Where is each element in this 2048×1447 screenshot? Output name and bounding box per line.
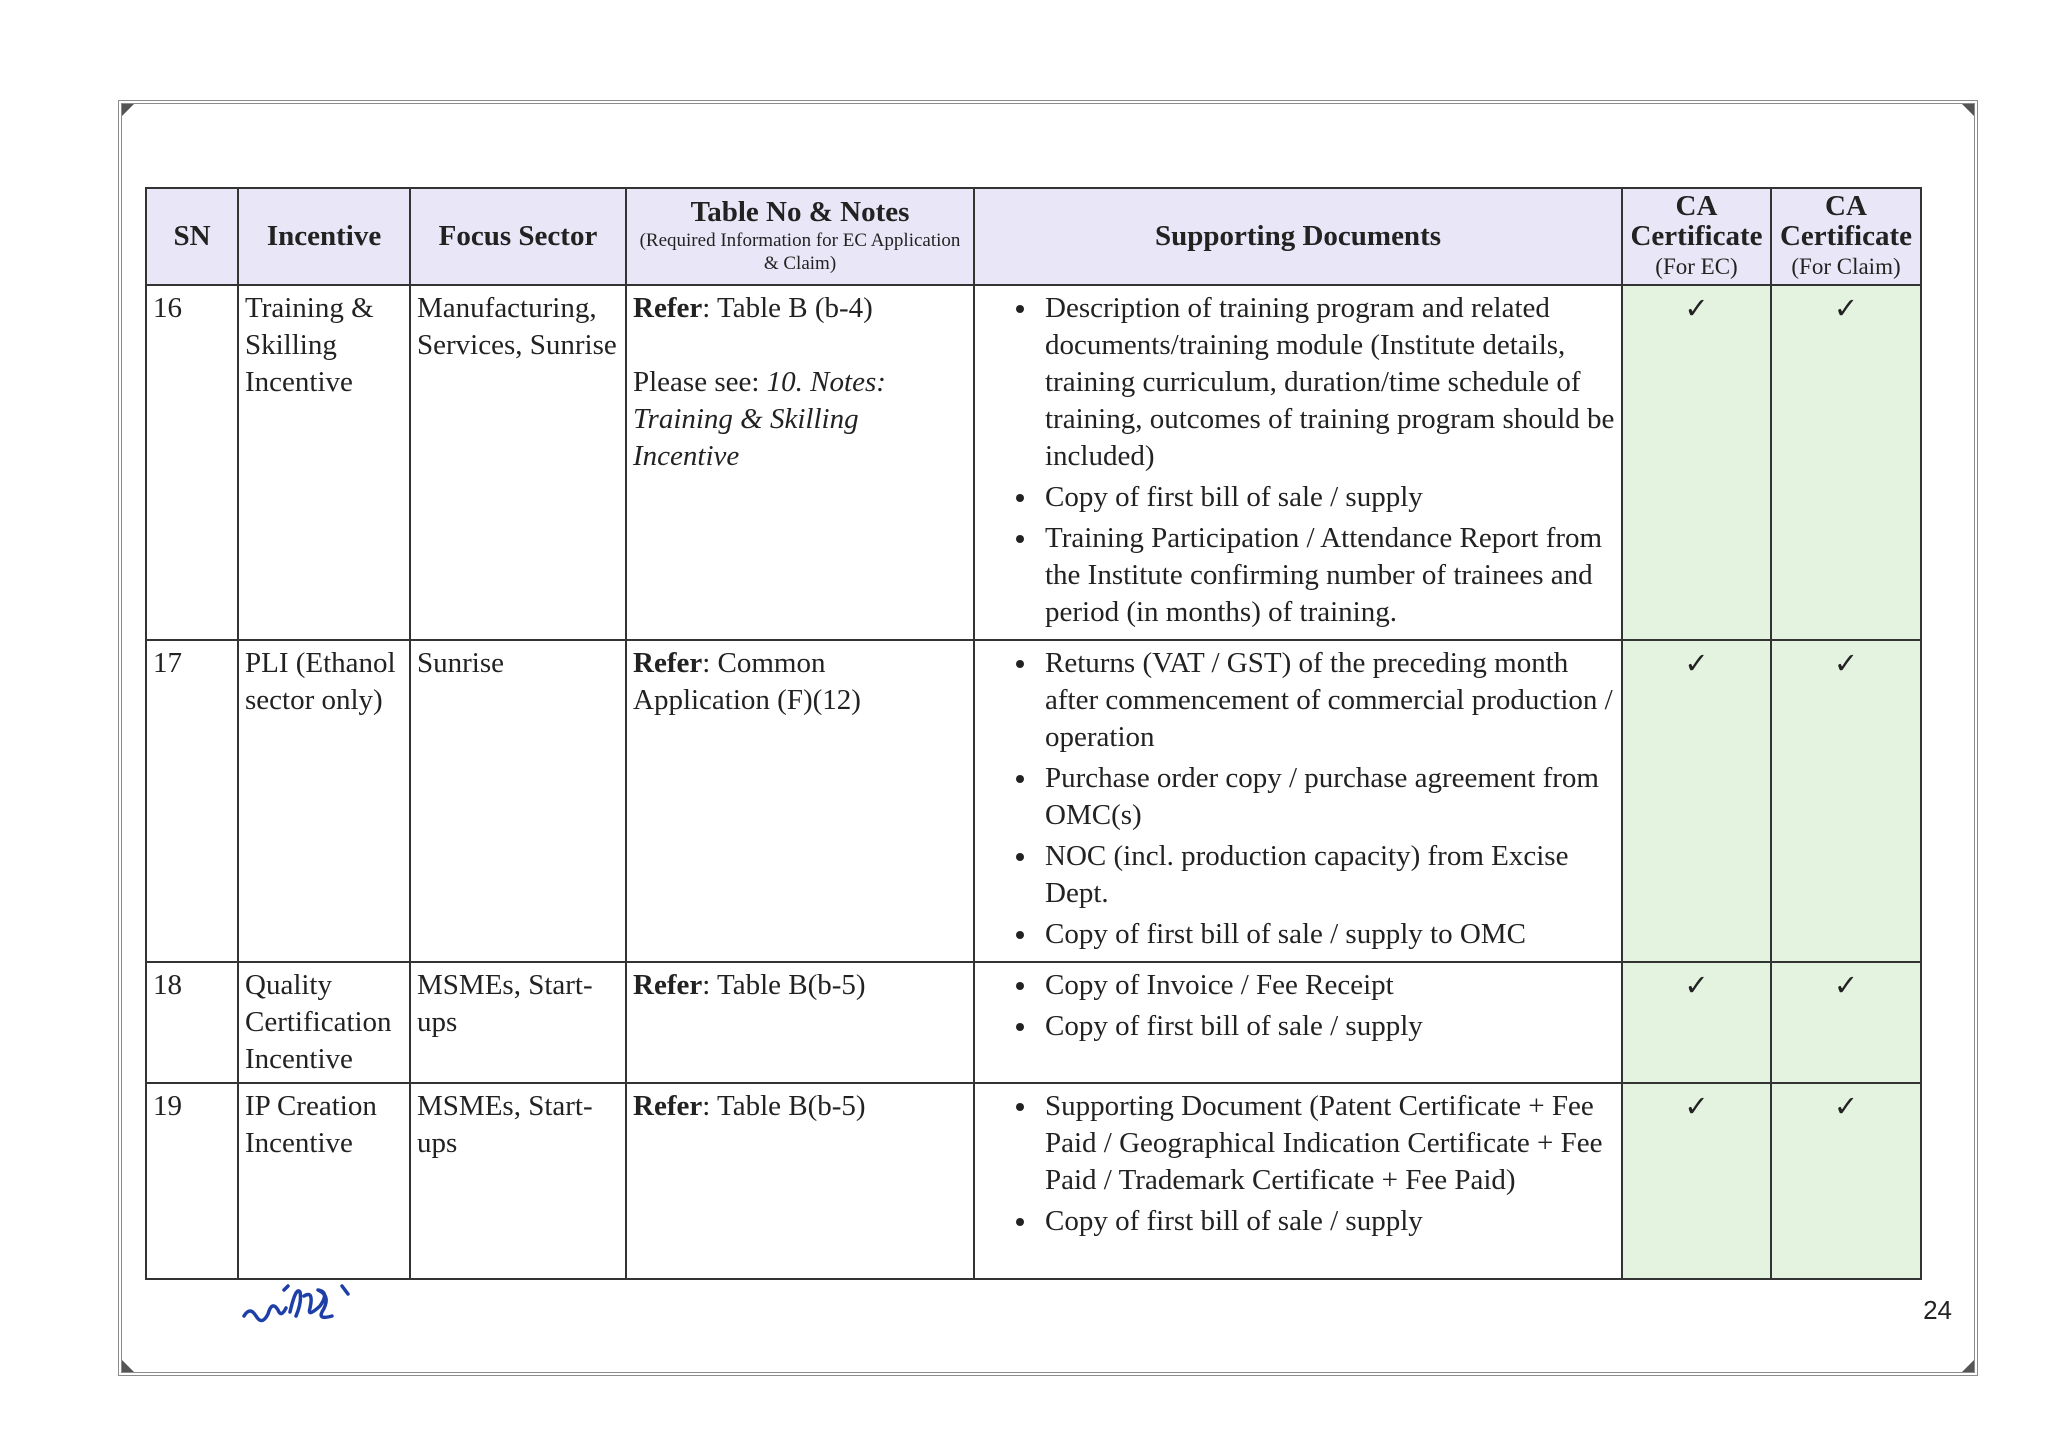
documents-list <box>981 290 1615 631</box>
table-row <box>146 1083 1921 1279</box>
list-item: • Supporting Document (Patent Certificate + Fee Paid / Geographical Indication Certificate + Fee Paid / Trademark Certificate + Fee Paid) <box>1039 1088 1615 1199</box>
header-table-notes-title: Table No & Notes <box>690 196 910 229</box>
table-row <box>146 962 1921 1083</box>
list-item: • Copy of first bill of sale / supply <box>1039 479 1615 516</box>
corner-ornament-top-right <box>1962 104 1974 116</box>
list-item: • Copy of first bill of sale / supply <box>1039 1008 1615 1045</box>
corner-ornament-bottom-right <box>1962 1360 1974 1372</box>
cell-ca-claim-checkmark: ✓ <box>1771 640 1921 962</box>
cell-sn: 19 <box>146 1083 238 1279</box>
list-item: • Description of training program and related documents/training module (Institute details, training curriculum, duration/time schedule of training, outcomes of training program should be included) <box>1039 290 1615 475</box>
list-item: • Returns (VAT / GST) of the preceding month after commencement of commercial production / operation <box>1039 645 1615 756</box>
header-table-notes-subtitle: (Required Information for EC Application & Claim) <box>639 229 961 274</box>
cell-sn: 18 <box>146 962 238 1083</box>
cell-table-notes <box>626 962 974 1083</box>
cell-table-notes <box>626 285 974 640</box>
header-ca-ec-subtitle: (For EC) <box>1655 253 1738 279</box>
documents-list <box>981 1088 1615 1240</box>
list-item: • Purchase order copy / purchase agreement from OMC(s) <box>1039 760 1615 834</box>
cell-ca-ec-checkmark: ✓ <box>1622 285 1771 640</box>
refer-label: Refer <box>633 291 703 324</box>
list-item: • Training Participation / Attendance Report from the Institute confirming number of trainees and period (in months) of training. <box>1039 520 1615 631</box>
refer-text: : Table B(b-5) <box>702 968 866 1001</box>
documents-list <box>981 645 1615 953</box>
cell-supporting-documents <box>974 285 1622 640</box>
cell-focus-sector: MSMEs, Start-ups <box>410 1083 626 1279</box>
list-item: • Copy of first bill of sale / supply to OMC <box>1039 916 1615 953</box>
cell-supporting-documents <box>974 962 1622 1083</box>
cell-supporting-documents <box>974 640 1622 962</box>
table-row <box>146 640 1921 962</box>
cell-ca-claim-checkmark: ✓ <box>1771 285 1921 640</box>
refer-text: : Table B(b-5) <box>702 1089 866 1122</box>
note-reference: 10. Notes: Training & Skilling Incentive <box>633 365 886 472</box>
list-item: • Copy of Invoice / Fee Receipt <box>1039 967 1615 1004</box>
documents-list <box>981 967 1615 1045</box>
corner-ornament-bottom-left <box>122 1360 134 1372</box>
cell-focus-sector: Sunrise <box>410 640 626 962</box>
supporting-documents-table <box>145 187 1922 1280</box>
cell-sn: 17 <box>146 640 238 962</box>
cell-ca-ec-checkmark: ✓ <box>1622 962 1771 1083</box>
header-ca-certificate-claim <box>1771 188 1921 285</box>
list-item: • Copy of first bill of sale / supply <box>1039 1203 1615 1240</box>
header-incentive: Incentive <box>238 188 410 285</box>
cell-table-notes <box>626 1083 974 1279</box>
cell-supporting-documents <box>974 1083 1622 1279</box>
header-supporting-documents: Supporting Documents <box>974 188 1622 285</box>
cell-incentive: Training & Skilling Incentive <box>238 285 410 640</box>
page-number: 24 <box>1923 1295 1952 1325</box>
cell-ca-claim-checkmark: ✓ <box>1771 1083 1921 1279</box>
corner-ornament-top-left <box>122 104 134 116</box>
cell-incentive: Quality Certification Incentive <box>238 962 410 1083</box>
header-ca-claim-title: CA Certificate <box>1779 190 1912 253</box>
refer-label: Refer <box>633 646 703 679</box>
header-ca-claim-subtitle: (For Claim) <box>1791 253 1901 279</box>
refer-text: : Table B (b-4) <box>702 291 873 324</box>
note-prefix: Please see: <box>633 365 767 398</box>
refer-label: Refer <box>633 1089 703 1122</box>
cell-ca-ec-checkmark: ✓ <box>1622 640 1771 962</box>
cell-table-notes <box>626 640 974 962</box>
cell-ca-ec-checkmark: ✓ <box>1622 1083 1771 1279</box>
header-sn: SN <box>146 188 238 285</box>
handwritten-signature <box>238 1268 398 1338</box>
cell-focus-sector: MSMEs, Start-ups <box>410 962 626 1083</box>
refer-label: Refer <box>633 968 703 1001</box>
cell-incentive: PLI (Ethanol sector only) <box>238 640 410 962</box>
cell-sn: 16 <box>146 285 238 640</box>
header-focus-sector: Focus Sector <box>410 188 626 285</box>
header-table-notes <box>626 188 974 285</box>
refer-text: : Common Application (F)(12) <box>633 646 861 716</box>
table-row <box>146 285 1921 640</box>
cell-focus-sector: Manufacturing, Services, Sunrise <box>410 285 626 640</box>
header-ca-ec-title: CA Certificate <box>1630 190 1763 253</box>
header-ca-certificate-ec <box>1622 188 1771 285</box>
list-item: • NOC (incl. production capacity) from Excise Dept. <box>1039 838 1615 912</box>
table-header-row <box>146 188 1921 285</box>
cell-ca-claim-checkmark: ✓ <box>1771 962 1921 1083</box>
cell-incentive: IP Creation Incentive <box>238 1083 410 1279</box>
